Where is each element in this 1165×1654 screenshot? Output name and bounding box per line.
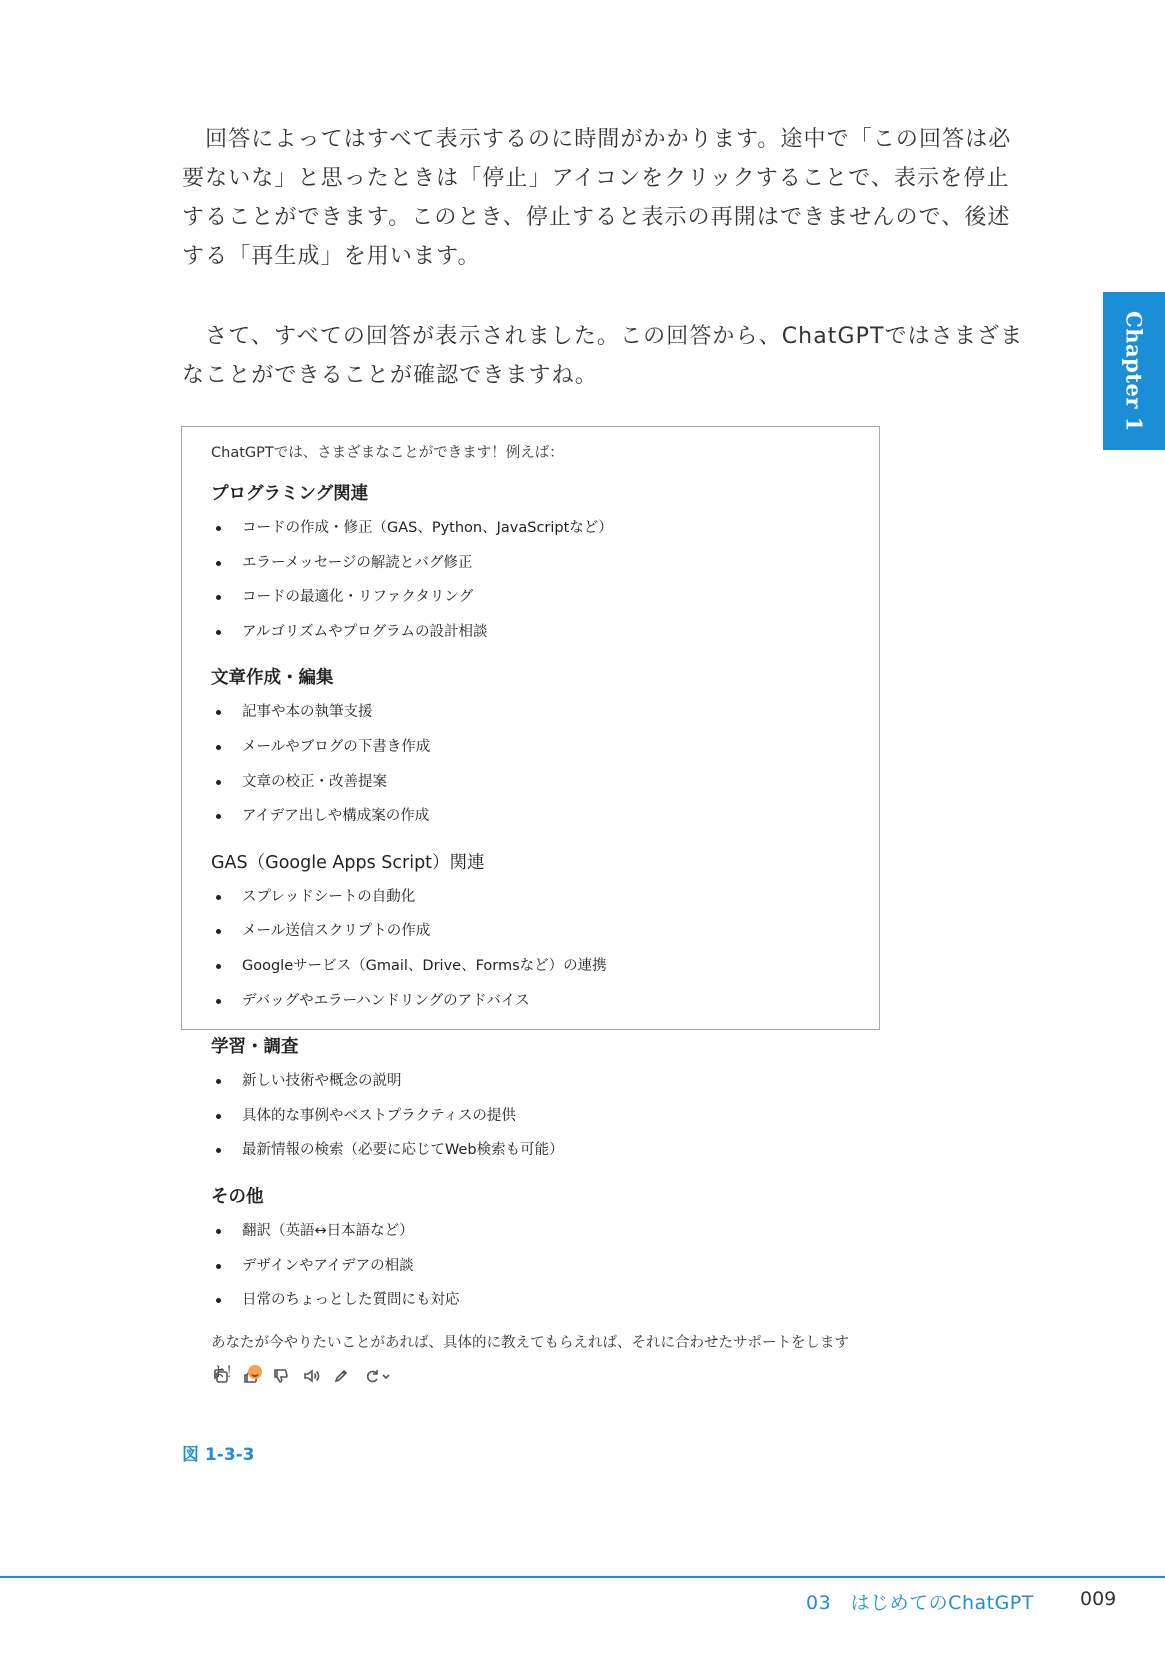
section-list-learning bbox=[211, 1064, 861, 1168]
copy-icon[interactable] bbox=[211, 1366, 231, 1386]
list-item: メール送信スクリプトの作成 bbox=[211, 914, 861, 949]
list-item: デバッグやエラーハンドリングのアドバイス bbox=[211, 984, 861, 1019]
list-item: コードの最適化・リファクタリング bbox=[211, 580, 861, 615]
list-item: 日常のちょっとした質問にも対応 bbox=[211, 1283, 861, 1318]
section-title-other: その他 bbox=[211, 1186, 264, 1207]
smiley-emoji-icon bbox=[248, 1365, 262, 1379]
section-title-programming: プログラミング関連 bbox=[211, 484, 369, 504]
section-list-programming bbox=[211, 511, 861, 649]
footer-divider bbox=[0, 1576, 1165, 1578]
footer-chapter-title: 03 はじめてのChatGPT bbox=[806, 1592, 1034, 1614]
regenerate-icon[interactable] bbox=[361, 1366, 395, 1386]
list-item: 具体的な事例やベストプラクティスの提供 bbox=[211, 1099, 861, 1134]
section-list-gas bbox=[211, 880, 861, 1018]
section-title-gas: GAS（Google Apps Script）関連 bbox=[211, 852, 485, 873]
list-item: Googleサービス（Gmail、Drive、Formsなど）の連携 bbox=[211, 949, 861, 984]
response-outro bbox=[211, 1328, 861, 1381]
edit-icon[interactable] bbox=[331, 1366, 351, 1386]
list-item: エラーメッセージの解読とバグ修正 bbox=[211, 546, 861, 581]
list-item: スプレッドシートの自動化 bbox=[211, 880, 861, 915]
list-item: デザインやアイデアの相談 bbox=[211, 1249, 861, 1284]
list-item: アイデア出しや構成案の作成 bbox=[211, 799, 861, 834]
response-outro-text: あなたが今やりたいことがあれば、具体的に教えてもらえれば、それに合わせたサポートをしますよ！ bbox=[211, 1334, 849, 1381]
section-title-writing: 文章作成・編集 bbox=[211, 668, 334, 689]
chatgpt-response-screenshot bbox=[181, 426, 880, 1381]
list-item: 翻訳（英語↔日本語など） bbox=[211, 1214, 861, 1249]
thumbs-down-icon[interactable] bbox=[271, 1366, 291, 1386]
list-item: 新しい技術や概念の説明 bbox=[211, 1064, 861, 1099]
chapter-tab bbox=[1103, 292, 1165, 450]
section-list-other bbox=[211, 1214, 861, 1318]
speaker-icon[interactable] bbox=[301, 1366, 321, 1386]
response-action-bar bbox=[211, 1366, 861, 1386]
chapter-tab-label: Chapter 1 bbox=[1121, 310, 1147, 432]
list-item: コードの作成・修正（GAS、Python、JavaScriptなど） bbox=[211, 511, 861, 546]
list-item: 文章の校正・改善提案 bbox=[211, 765, 861, 800]
section-list-writing bbox=[211, 695, 861, 833]
response-intro: ChatGPTでは、さまざまなことができます！例えば： bbox=[211, 445, 564, 461]
list-item: アルゴリズムやプログラムの設計相談 bbox=[211, 615, 861, 650]
body-paragraph-2: さて、すべての回答が表示されました。この回答から、ChatGPTではさまざまなことができることが確認できますね。 bbox=[182, 324, 1024, 388]
footer-page-number: 009 bbox=[1080, 1588, 1117, 1610]
body-paragraph-1: 回答によってはすべて表示するのに時間がかかります。途中で「この回答は必要ないな」と思ったときは「停止」アイコンをクリックすることで、表示を停止することができます。このとき、停止すると表示の再開はできませんので、後述する「再生成」を用います。 bbox=[182, 127, 1012, 269]
figure-label: 図 1-3-3 bbox=[182, 1445, 255, 1465]
list-item: 最新情報の検索（必要に応じてWeb検索も可能） bbox=[211, 1133, 861, 1168]
section-title-learning: 学習・調査 bbox=[211, 1037, 299, 1058]
list-item: 記事や本の執筆支援 bbox=[211, 695, 861, 730]
response-content bbox=[211, 441, 861, 1386]
list-item: メールやブログの下書き作成 bbox=[211, 730, 861, 765]
